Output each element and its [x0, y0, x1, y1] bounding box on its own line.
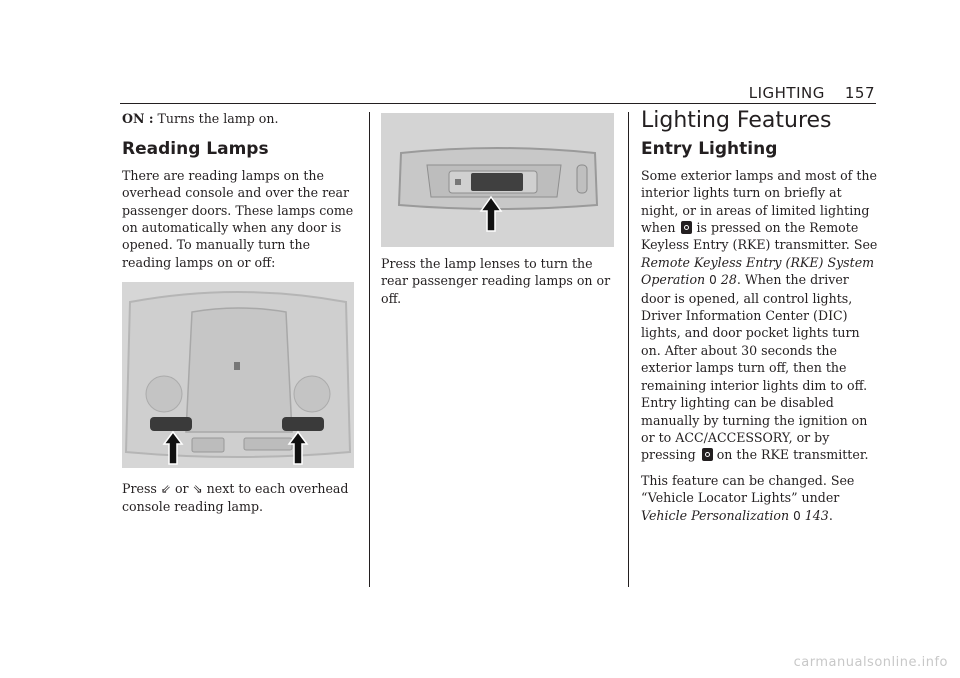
lighting-features-heading: Lighting Features [641, 108, 832, 133]
on-definition [122, 110, 357, 127]
caption-press: Press [122, 481, 157, 496]
right-lamp-switch-icon: ⇘ [192, 482, 203, 496]
overhead-console-illustration [122, 282, 354, 468]
lock-button-icon [702, 448, 713, 461]
page-header [749, 84, 875, 102]
page-ref-icon-2: 0 [793, 508, 801, 523]
header-rule [120, 103, 876, 104]
page-number: 157 [844, 84, 875, 102]
vehicle-personalization-link[interactable]: Vehicle Personalization [641, 507, 790, 523]
personalization-page-ref[interactable]: 143 [804, 507, 829, 523]
rke-reference-link[interactable]: Remote Keyless Entry (RKE) System Operation [641, 254, 875, 288]
figure-2-caption [381, 255, 621, 315]
section-title: LIGHTING [748, 84, 825, 102]
rear-lamp-caption: Press the lamp lenses to turn the rear passenger reading lamps on or off. [381, 256, 611, 306]
entry-lighting-paragraph: Some exterior lamps and most of the interior lights turn on briefly at night, or in areas of limited lighting when is pressed on the Remote Keyless Entry (RKE) transmitter. See Remote Keyless Entry (RKE) System Operation 0 28. When the driver door is opened, all control lights, Driver Information Center (DIC) lights, and door pocket lights turn on. After about 30 seconds the exterior lamps turn off, then the remaining interior lights dim to off. Entry lighting can be disabled manually by turning the ignition on or to ACC/ACCESSORY, or by pressing on the RKE transmitter. [641, 167, 878, 463]
overhead-console-figure [122, 282, 354, 468]
rke-page-ref[interactable]: 28 [720, 272, 737, 288]
reading-lamps-intro: There are reading lamps on the overhead console and over the rear passenger doors. These lamps come on automatically when any door is opened. To manually turn the reading lamps on or off: [122, 167, 354, 270]
figure-1-caption [122, 480, 362, 524]
feature-change-paragraph: This feature can be changed. See “Vehicle Locator Lights” under Vehicle Personalization 0 143. [641, 472, 855, 523]
column-divider-2 [628, 112, 629, 587]
rear-lamp-illustration [381, 113, 614, 247]
on-description: Turns the lamp on. [153, 111, 279, 126]
left-lamp-switch-icon: ⇙ [160, 482, 171, 496]
column-divider-1 [369, 112, 370, 587]
page-ref-icon: 0 [709, 273, 717, 288]
column-3 [641, 110, 881, 533]
caption-rest: next to each overhead console reading lamp. [122, 481, 349, 515]
on-term: ON : [122, 111, 154, 126]
rear-lamp-figure [381, 113, 614, 247]
reading-lamps-heading: Reading Lamps [122, 139, 269, 160]
caption-or: or [174, 481, 189, 496]
entry-lighting-heading: Entry Lighting [641, 139, 778, 160]
unlock-button-icon [681, 221, 692, 234]
column-1 [122, 110, 357, 279]
site-watermark: carmanualsonline.info [793, 655, 948, 670]
